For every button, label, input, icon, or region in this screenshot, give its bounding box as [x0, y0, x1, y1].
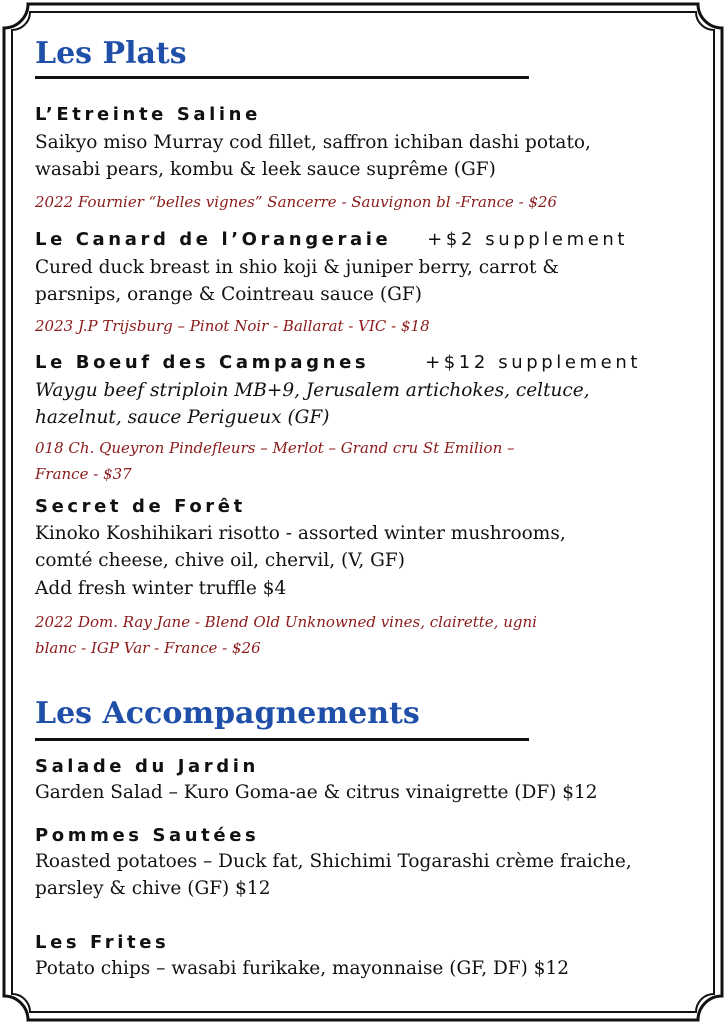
side-description-line: parsley & chive (GF) $12 — [35, 878, 271, 899]
dish-description-line: comté cheese, chive oil, chervil, (V, GF) — [35, 550, 405, 571]
wine-pairing-line: blanc - IGP Var - France - $26 — [35, 639, 261, 657]
dish-description-line: wasabi pears, kombu & leek sauce suprême (GF) — [35, 159, 496, 180]
dish-name: L’Etreinte Saline — [35, 104, 261, 125]
dish-description-line: Add fresh winter truffle $4 — [35, 578, 287, 599]
side-name: Salade du Jardin — [35, 756, 259, 777]
dish-description-line: parsnips, orange & Cointreau sauce (GF) — [35, 284, 422, 305]
supplement-label: +$2 supplement — [427, 229, 629, 250]
side-name: Pommes Sautées — [35, 825, 260, 846]
supplement-label: +$12 supplement — [425, 352, 642, 373]
dish-description-line: hazelnut, sauce Perigueux (GF) — [35, 407, 330, 428]
side-description-line: Roasted potatoes – Duck fat, Shichimi Togarashi crème fraiche, — [35, 851, 632, 872]
side-description-line: Garden Salad – Kuro Goma-ae & citrus vinaigrette (DF) $12 — [35, 782, 598, 803]
dish-name: Secret de Forêt — [35, 496, 246, 517]
dish-description-line: Kinoko Koshihikari risotto - assorted winter mushrooms, — [35, 523, 566, 544]
section-title-accompagnements: Les Accompagnements — [35, 696, 420, 731]
side-name: Les Frites — [35, 932, 170, 953]
dish-description-line: Cured duck breast in shio koji & juniper berry, carrot & — [35, 257, 559, 278]
wine-pairing-line: 018 Ch. Queyron Pindefleurs – Merlot – Grand cru St Emilion – — [35, 439, 515, 457]
section-divider — [35, 76, 529, 79]
dish-name: Le Canard de l’Orangeraie +$2 supplement — [35, 229, 629, 250]
wine-pairing-line: 2022 Fournier “belles vignes” Sancerre - Sauvignon bl -France - $26 — [35, 193, 558, 211]
section-title-plats: Les Plats — [35, 36, 187, 71]
dish-description-line: Saikyo miso Murray cod fillet, saffron ichiban dashi potato, — [35, 132, 591, 153]
wine-pairing-line: France - $37 — [35, 465, 132, 483]
section-divider — [35, 738, 529, 741]
wine-pairing-line: 2023 J.P Trijsburg – Pinot Noir - Ballarat - VIC - $18 — [35, 317, 430, 335]
wine-pairing-line: 2022 Dom. Ray Jane - Blend Old Unknowned vines, clairette, ugni — [35, 613, 537, 631]
side-description-line: Potato chips – wasabi furikake, mayonnaise (GF, DF) $12 — [35, 958, 570, 979]
dish-name: Le Boeuf des Campagnes +$12 supplement — [35, 352, 642, 373]
dish-description-line: Waygu beef striploin MB+9, Jerusalem artichokes, celtuce, — [35, 380, 590, 401]
